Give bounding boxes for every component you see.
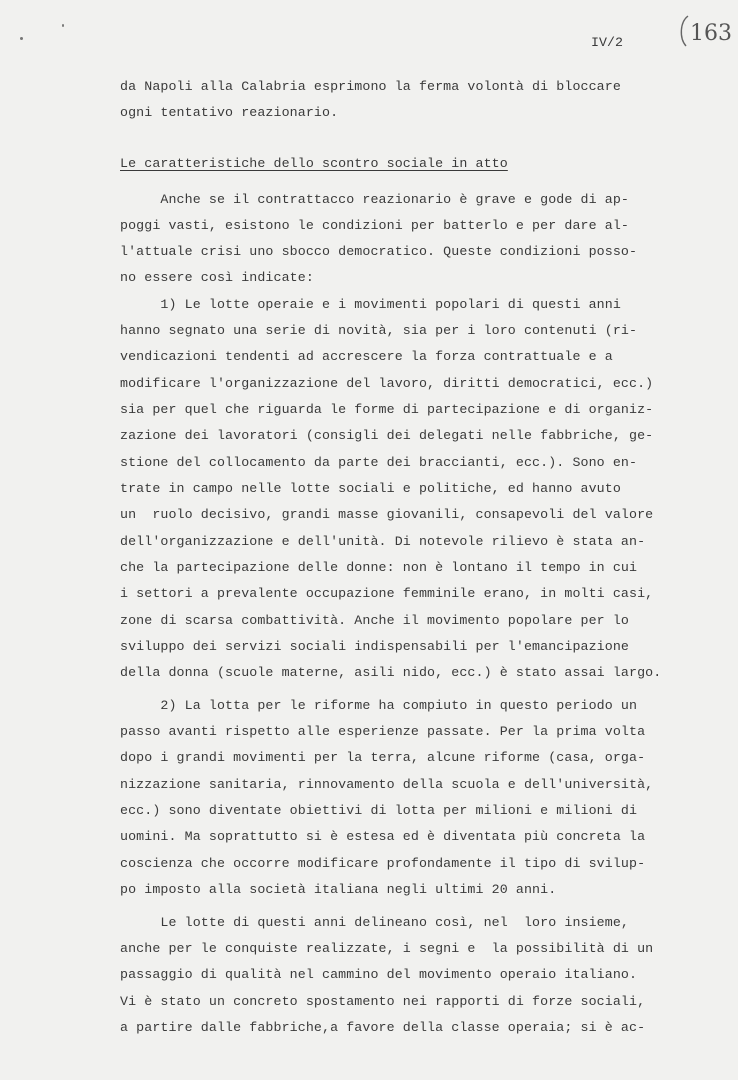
text-line: Le lotte di questi anni delineano così, nel loro insieme,: [120, 915, 630, 930]
text-line: l'attuale crisi uno sbocco democratico. Queste condizioni posso-: [120, 244, 638, 259]
text-line: Vi è stato un concreto spostamento nei rapporti di forze sociali,: [120, 994, 646, 1009]
archive-stamp-number: [676, 10, 734, 50]
text-line: a partire dalle fabbriche,a favore della classe operaia; si è ac-: [120, 1020, 646, 1035]
text-line: po imposto alla società italiana negli ultimi 20 anni.: [120, 882, 557, 897]
text-line: poggi vasti, esistono le condizioni per batterlo e per dare al-: [120, 218, 630, 233]
section-heading: Le caratteristiche dello scontro sociale in atto: [120, 156, 508, 171]
text-line: modificare l'organizzazione del lavoro, diritti democratici, ecc.): [120, 376, 654, 391]
text-line: sia per quel che riguarda le forme di partecipazione e di organiz-: [120, 402, 654, 417]
page-reference: IV/2: [591, 35, 623, 50]
text-line: dell'organizzazione e dell'unità. Di notevole rilievo è stata an-: [120, 534, 646, 549]
text-line: coscienza che occorre modificare profondamente il tipo di svilup-: [120, 856, 646, 871]
paper-speck: [20, 37, 23, 40]
text-line: ecc.) sono diventate obiettivi di lotta per milioni e milioni di: [120, 803, 638, 818]
paper-speck: [62, 24, 64, 27]
text-line: vendicazioni tendenti ad accrescere la forza contrattuale e a: [120, 349, 613, 364]
text-line: Anche se il contrattacco reazionario è grave e gode di ap-: [120, 192, 630, 207]
text-line: dopo i grandi movimenti per la terra, alcune riforme (casa, orga-: [120, 750, 646, 765]
text-line: i settori a prevalente occupazione femminile erano, in molti casi,: [120, 586, 654, 601]
text-line: un ruolo decisivo, grandi masse giovanili, consapevoli del valore: [120, 507, 654, 522]
text-line: passo avanti rispetto alle esperienze passate. Per la prima volta: [120, 724, 646, 739]
text-line: nizzazione sanitaria, rinnovamento della scuola e dell'università,: [120, 777, 654, 792]
text-line: da Napoli alla Calabria esprimono la ferma volontà di bloccare: [120, 79, 621, 94]
text-line: stione del collocamento da parte dei braccianti, ecc.). Sono en-: [120, 455, 638, 470]
text-line: anche per le conquiste realizzate, i segni e la possibilità di un: [120, 941, 654, 956]
text-line: passaggio di qualità nel cammino del movimento operaio italiano.: [120, 967, 638, 982]
text-line: della donna (scuole materne, asili nido, ecc.) è stato assai largo.: [120, 665, 662, 680]
text-line: 1) Le lotte operaie e i movimenti popolari di questi anni: [120, 297, 621, 312]
archive-number-text: 163: [690, 21, 732, 46]
text-line: 2) La lotta per le riforme ha compiuto in questo periodo un: [120, 698, 638, 713]
text-line: che la partecipazione delle donne: non è lontano il tempo in cui: [120, 560, 638, 575]
text-line: sviluppo dei servizi sociali indispensabili per l'emancipazione: [120, 639, 630, 654]
text-line: ogni tentativo reazionario.: [120, 105, 339, 120]
text-line: trate in campo nelle lotte sociali e politiche, ed hanno avuto: [120, 481, 621, 496]
stamp-bracket: [681, 16, 688, 46]
text-line: zazione dei lavoratori (consigli dei delegati nelle fabbriche, ge-: [120, 428, 654, 443]
text-line: no essere così indicate:: [120, 270, 314, 285]
text-line: uomini. Ma soprattutto si è estesa ed è diventata più concreta la: [120, 829, 646, 844]
text-line: zone di scarsa combattività. Anche il movimento popolare per lo: [120, 613, 630, 628]
text-line: hanno segnato una serie di novità, sia per i loro contenuti (ri-: [120, 323, 638, 338]
